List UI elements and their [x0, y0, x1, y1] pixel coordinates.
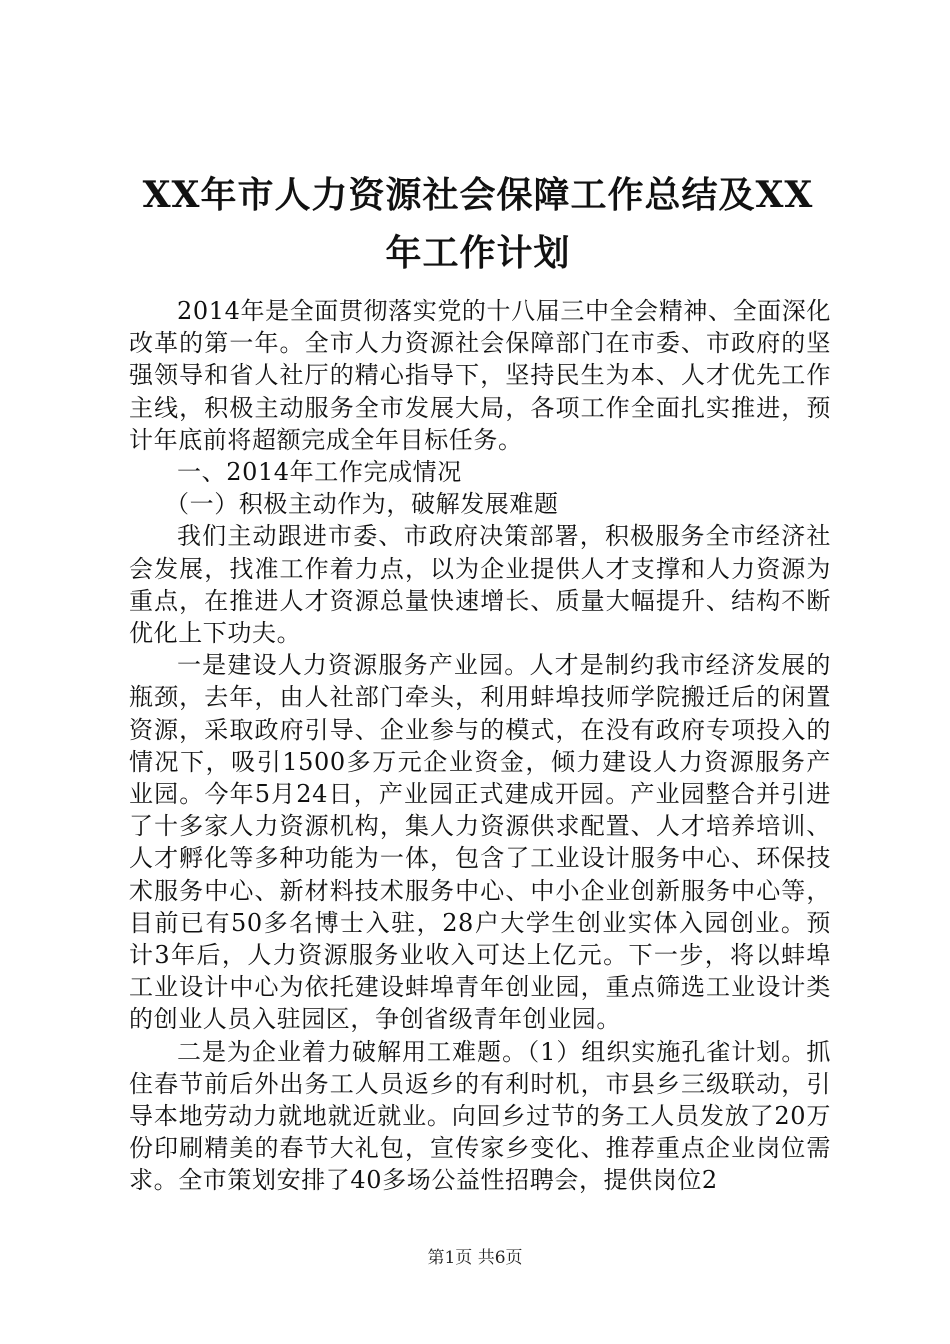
- paragraph-industrial-park: 一是建设人力资源服务产业园。人才是制约我市经济发展的瓶颈，去年，由人社部门牵头，利用蚌埠技师学院搬迁后的闲置资源，采取政府引导、企业参与的模式，在没有政府专项投入的情况下，吸引1500多万元企业资金，倾力建设人力资源服务产业园。今年5月24日，产业园正式建成开园。产业园整合并引进了十多家人力资源机构，集人力资源供求配置、人才培养培训、人才孵化等多种功能为一体，包含了工业设计服务中心、环保技术服务中心、新材料技术服务中心、中小企业创新服务中心等，目前已有50多名博士入驻，28户大学生创业实体入园创业。预计3年后，人力资源服务业收入可达上亿元。下一步，将以蚌埠工业设计中心为依托建设蚌埠青年创业园，重点筛选工业设计类的创业人员入驻园区，争创省级青年创业园。: [129, 651, 831, 1034]
- section-heading: 一、2014年工作完成情况: [177, 458, 462, 487]
- document-body: [129, 295, 831, 1197]
- subsection-heading: （一）积极主动作为，破解发展难题: [165, 490, 559, 519]
- document-title: XX年市人力资源社会保障工作总结及XX年工作计划: [142, 174, 814, 274]
- paragraph-overview: 我们主动跟进市委、市政府决策部署，积极服务全市经济社会发展，找准工作着力点，以为企业提供人才支撑和人力资源为重点，在推进人才资源总量快速增长、质量大幅提升、结构不断优化上下功夫。: [129, 522, 831, 648]
- page-number-footer: 第1页 共6页: [427, 1248, 523, 1268]
- paragraph-intro: 2014年是全面贯彻落实党的十八届三中全会精神、全面深化改革的第一年。全市人力资源社会保障部门在市委、市政府的坚强领导和省人社厅的精心指导下，坚持民生为本、人才优先工作主线，积极主动服务全市发展大局，各项工作全面扎实推进，预计年底前将超额完成全年目标任务。: [129, 297, 831, 454]
- paragraph-employment: 二是为企业着力破解用工难题。（1）组织实施孔雀计划。抓住春节前后外出务工人员返乡的有利时机，市县乡三级联动，引导本地劳动力就地就近就业。向回乡过节的务工人员发放了20万份印刷精美的春节大礼包，宣传家乡变化、推荐重点企业岗位需求。全市策划安排了40多场公益性招聘会，提供岗位2: [129, 1037, 831, 1195]
